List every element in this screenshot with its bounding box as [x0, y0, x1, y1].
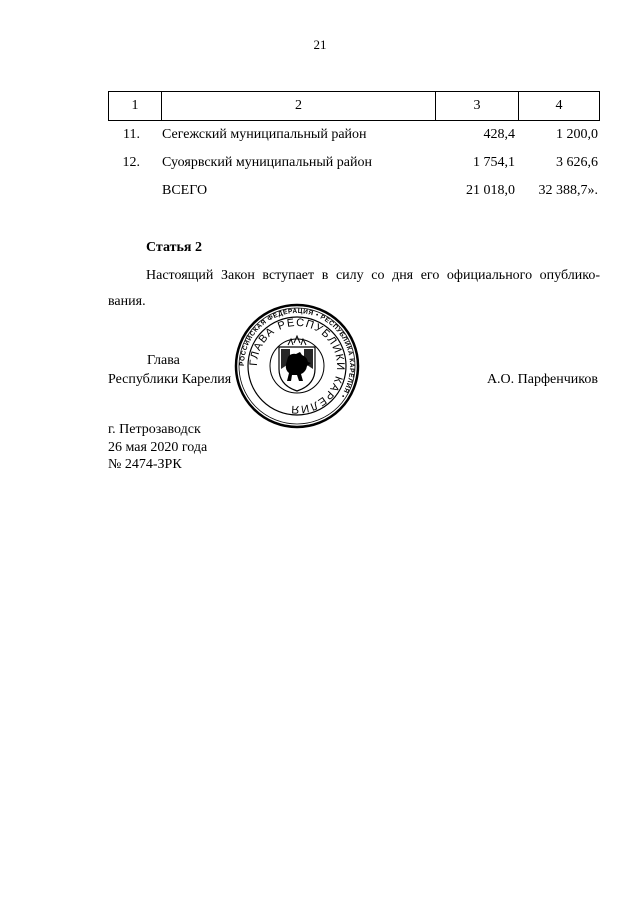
total-col-3: 21 018,0: [466, 183, 515, 198]
value-col-4: 3 626,6: [556, 155, 598, 170]
table-header-row: [108, 91, 600, 121]
law-number: № 2474-ЗРК: [108, 457, 182, 472]
value-col-4: 1 200,0: [556, 127, 598, 142]
article-text-line-2: вания.: [108, 294, 146, 309]
table-header-col-1: 1: [131, 98, 139, 113]
value-col-3: 1 754,1: [473, 155, 515, 170]
place-of-signing: г. Петрозаводск: [108, 422, 201, 437]
official-seal: [234, 303, 360, 429]
signatory-title-line-1: Глава: [147, 353, 180, 368]
table-header-col-3: 3: [473, 98, 481, 113]
signatory-title-line-2: Республики Карелия: [108, 372, 232, 387]
article-text-line-1: Настоящий Закон вступает в силу со дня его официального опублико-: [146, 268, 600, 283]
seal-inner-text: ГЛАВА РЕСПУБЛИКИ КАРЕЛИЯ: [247, 316, 347, 416]
table-row: [0, 155, 640, 175]
total-col-4: 32 388,7».: [538, 183, 598, 198]
table-row: [0, 127, 640, 147]
karelia-bear-coat-of-arms-icon: [279, 336, 315, 391]
signatory-name: А.О. Парфенчиков: [486, 372, 598, 387]
row-number: 12.: [122, 155, 140, 170]
row-number: 11.: [123, 127, 140, 142]
district-name: Сегежский муниципальный район: [162, 127, 367, 142]
table-header-col-4: 4: [555, 98, 563, 113]
table-total-row: [0, 183, 640, 203]
district-name: Суоярвский муниципальный район: [162, 155, 372, 170]
signing-date: 26 мая 2020 года: [108, 440, 208, 455]
article-title: Статья 2: [146, 240, 202, 255]
seal-outer-text: РОССИЙСКАЯ ФЕДЕРАЦИЯ • РЕСПУБЛИКА КАРЕЛИЯ •: [238, 307, 356, 400]
total-label: ВСЕГО: [162, 183, 208, 198]
table-header-col-2: 2: [295, 98, 302, 113]
page-number: 21: [313, 37, 327, 52]
value-col-3: 428,4: [483, 127, 515, 142]
